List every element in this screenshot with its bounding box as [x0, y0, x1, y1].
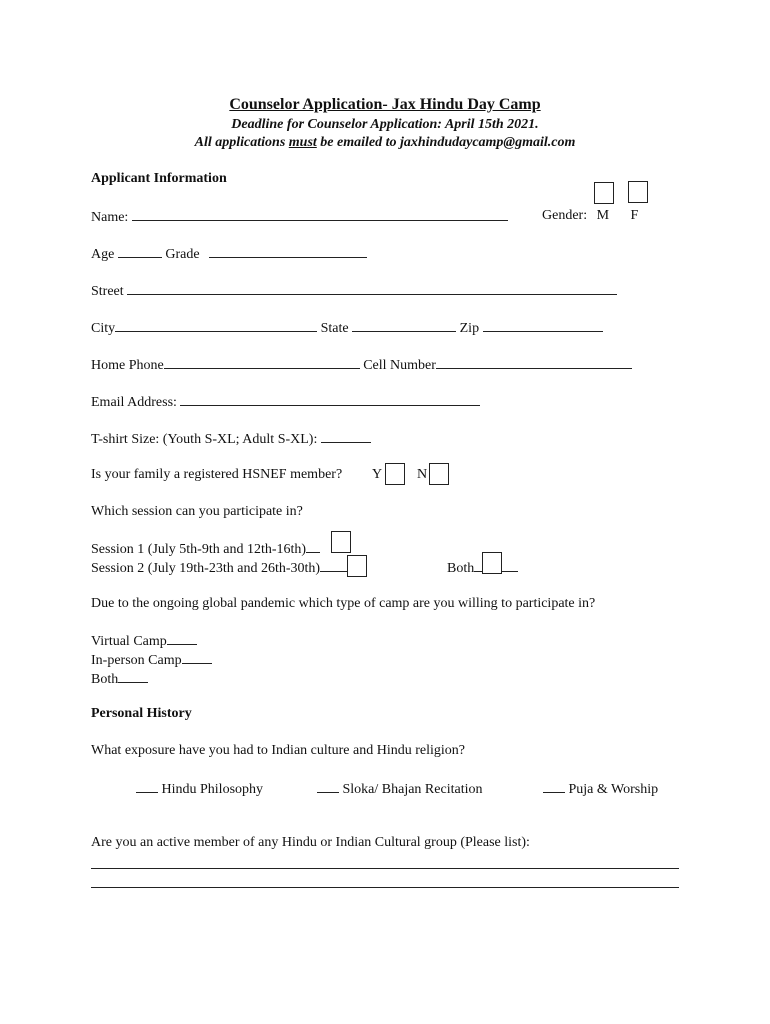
hsnef-no-checkbox[interactable]	[429, 463, 449, 485]
applicant-info-heading: Applicant Information	[91, 171, 227, 186]
option-hindu-philosophy-field[interactable]	[136, 780, 158, 793]
gender-label: Gender:	[542, 208, 588, 223]
in-person-camp-label: In-person Camp	[91, 653, 182, 668]
session1-line	[306, 540, 320, 553]
both-camp-row	[91, 670, 148, 688]
page-title: Counselor Application- Jax Hindu Day Camp	[229, 96, 541, 113]
city-field[interactable]	[115, 319, 317, 332]
email-instruction-must: must	[288, 135, 317, 150]
personal-history-heading: Personal History	[91, 706, 192, 721]
session-question: Which session can you participate in?	[91, 504, 303, 519]
email-instruction	[0, 135, 770, 151]
hsnef-no-label: N	[417, 467, 428, 482]
session2-row	[91, 559, 364, 577]
home-phone-label: Home Phone	[91, 358, 164, 373]
zip-field[interactable]	[483, 319, 603, 332]
session2-label: Session 2 (July 19th-23th and 26th-30th)	[91, 561, 321, 576]
session1-row	[91, 540, 320, 558]
both-camp-label: Both	[91, 672, 119, 687]
gender-f-label: F	[630, 208, 639, 223]
gender-row	[542, 208, 638, 224]
pandemic-question: Due to the ongoing global pandemic which type of camp are you willing to participate in?	[91, 596, 596, 611]
session1-label: Session 1 (July 5th-9th and 12th-16th)	[91, 542, 307, 557]
email-label: Email Address:	[91, 395, 177, 410]
option-sloka-bhajan-field[interactable]	[317, 780, 339, 793]
email-instruction-prefix: All applications	[194, 135, 289, 150]
city-row	[91, 319, 603, 337]
age-grade-row	[91, 245, 367, 263]
hsnef-label: Is your family a registered HSNEF member?	[91, 467, 343, 482]
grade-field[interactable]	[209, 245, 367, 258]
option-puja-worship-field[interactable]	[543, 780, 565, 793]
option-hindu-philosophy	[136, 780, 263, 798]
tshirt-field[interactable]	[321, 430, 371, 443]
both-camp-field[interactable]	[118, 670, 148, 683]
street-field[interactable]	[127, 282, 617, 295]
street-row	[91, 282, 617, 300]
age-label: Age	[91, 247, 115, 262]
home-phone-field[interactable]	[164, 356, 360, 369]
both-session-label: Both	[447, 561, 475, 576]
both-session-checkbox[interactable]	[482, 552, 502, 574]
name-label: Name:	[91, 210, 129, 225]
hsnef-yes-label: Y	[372, 467, 383, 482]
tshirt-label: T-shirt Size: (Youth S-XL; Adult S-XL):	[91, 432, 318, 447]
cell-number-field[interactable]	[436, 356, 632, 369]
option-puja-worship-label: Puja & Worship	[568, 782, 659, 797]
virtual-camp-field[interactable]	[167, 632, 197, 645]
member-question: Are you an active member of any Hindu or Indian Cultural group (Please list):	[91, 835, 530, 850]
member-answer-line-1[interactable]	[91, 868, 679, 869]
option-sloka-bhajan-label: Sloka/ Bhajan Recitation	[342, 782, 483, 797]
virtual-camp-label: Virtual Camp	[91, 634, 167, 649]
zip-label: Zip	[459, 321, 480, 336]
phone-row	[91, 356, 632, 374]
option-sloka-bhajan	[317, 780, 482, 798]
option-hindu-philosophy-label: Hindu Philosophy	[161, 782, 264, 797]
in-person-camp-row	[91, 651, 212, 669]
city-label: City	[91, 321, 116, 336]
tshirt-row	[91, 430, 371, 448]
member-answer-line-2[interactable]	[91, 887, 679, 888]
state-label: State	[320, 321, 349, 336]
grade-label: Grade	[165, 247, 200, 262]
age-field[interactable]	[118, 245, 162, 258]
name-field[interactable]	[132, 208, 508, 221]
street-label: Street	[91, 284, 124, 299]
hsnef-yes-checkbox[interactable]	[385, 463, 405, 485]
email-instruction-suffix: be emailed to jaxhindudaycamp@gmail.com	[316, 135, 576, 150]
email-row	[91, 393, 480, 411]
email-field[interactable]	[180, 393, 480, 406]
gender-m-label: M	[596, 208, 610, 223]
name-row	[91, 208, 508, 226]
gender-f-checkbox[interactable]	[628, 181, 648, 203]
cell-number-label: Cell Number	[363, 358, 436, 373]
session2-checkbox[interactable]	[347, 555, 367, 577]
option-puja-worship	[543, 780, 658, 798]
in-person-camp-field[interactable]	[182, 651, 212, 664]
deadline-text: Deadline for Counselor Application: April 15th 2021.	[231, 117, 539, 132]
state-field[interactable]	[352, 319, 456, 332]
exposure-question: What exposure have you had to Indian culture and Hindu religion?	[91, 743, 465, 758]
session1-checkbox[interactable]	[331, 531, 351, 553]
gender-m-checkbox[interactable]	[594, 182, 614, 204]
virtual-camp-row	[91, 632, 197, 650]
hsnef-row	[91, 467, 342, 483]
